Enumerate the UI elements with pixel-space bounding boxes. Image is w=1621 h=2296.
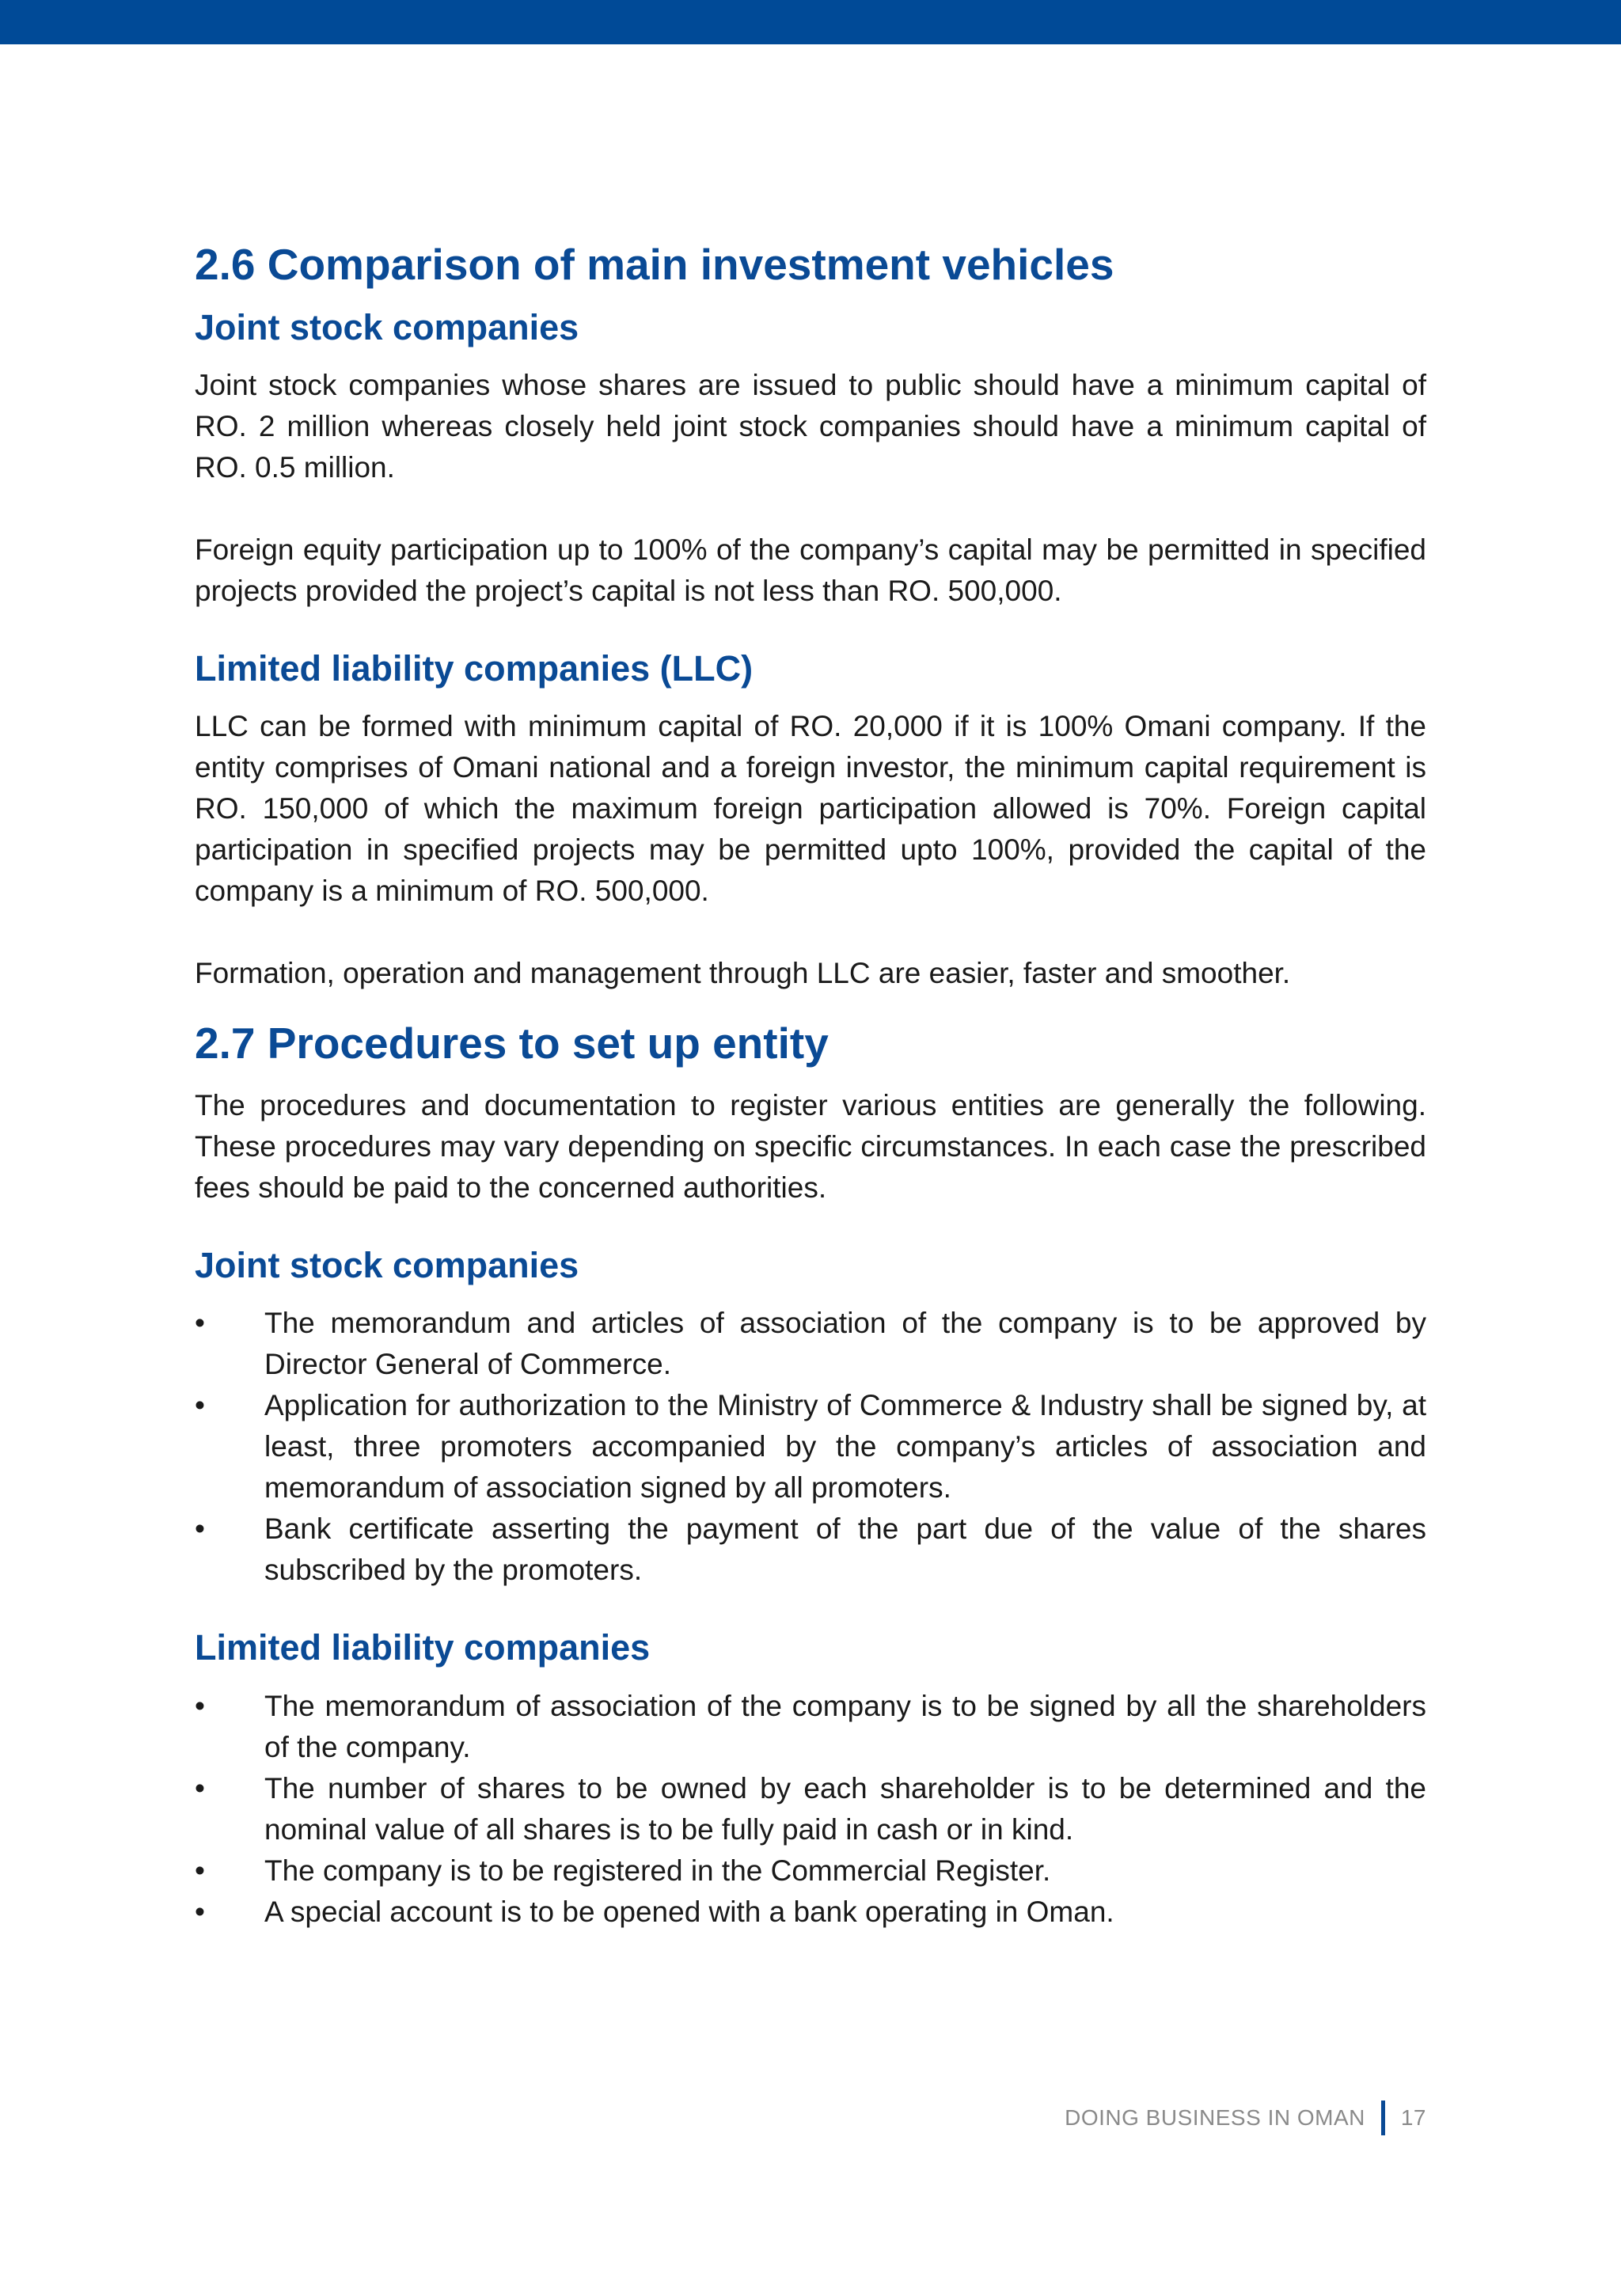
bullet-icon: • xyxy=(195,1895,205,1928)
paragraph-procedures-intro: The procedures and documentation to register various entities are generally the following. These procedures may vary depending on specific circumstances. In each case the prescribed fees should be paid to the concerned authorities. xyxy=(195,1089,1426,1204)
footer-divider xyxy=(1381,2101,1385,2135)
list-item xyxy=(195,1509,1426,1591)
list-item xyxy=(195,1850,1426,1892)
footer-publication-title: DOING BUSINESS IN OMAN xyxy=(1065,2105,1365,2130)
list-item-text: A special account is to be opened with a bank operating in Oman. xyxy=(264,1895,1114,1928)
page-number: 17 xyxy=(1400,2105,1426,2130)
subheading-joint-stock-companies: Joint stock companies xyxy=(195,306,579,347)
list-item-text: The memorandum of association of the company is to be signed by all the shareholders of the company. xyxy=(264,1689,1426,1763)
page-footer xyxy=(1065,2101,1426,2135)
list-item-text: Application for authorization to the Ministry of Commerce & Industry shall be signed by, at least, three promoters accompanied by the company’s articles of association and memorandum of association signed by all promoters. xyxy=(264,1389,1426,1505)
list-item xyxy=(195,1303,1426,1385)
list-item-text: The company is to be registered in the Commercial Register. xyxy=(264,1854,1051,1887)
paragraph-jsc-capital: Joint stock companies whose shares are issued to public should have a minimum capital of RO. 2 million whereas closely held joint stock companies should have a minimum capital of RO. 0.5 million. xyxy=(195,369,1426,484)
section-title-2-6: 2.6 Comparison of main investment vehicles xyxy=(195,240,1114,289)
subheading-llc-procedures: Limited liability companies xyxy=(195,1627,651,1668)
list-item xyxy=(195,1892,1426,1933)
list-item-text: The number of shares to be owned by each shareholder is to be determined and the nominal value of all shares is to be fully paid in cash or in kind. xyxy=(264,1771,1426,1846)
list-item xyxy=(195,1686,1426,1768)
bullet-icon: • xyxy=(195,1389,205,1422)
paragraph-llc-formation: Formation, operation and management through LLC are easier, faster and smoother. xyxy=(195,957,1291,990)
paragraph-llc-capital: LLC can be formed with minimum capital of RO. 20,000 if it is 100% Omani company. If the entity comprises of Omani national and a foreign investor, the minimum capital requirement is RO. 150,000 of which the maximum foreign participation allowed is 70%. Foreign capital participation in specified projects may be permitted upto 100%, provided the capital of the company is a minimum of RO. 500,000. xyxy=(195,710,1426,908)
list-item-text: The memorandum and articles of association of the company is to be approved by Director General of Commerce. xyxy=(264,1307,1426,1381)
paragraph-jsc-foreign-equity: Foreign equity participation up to 100% of the company’s capital may be permitted in specified projects provided the project’s capital is not less than RO. 500,000. xyxy=(195,533,1426,607)
subheading-llc: Limited liability companies (LLC) xyxy=(195,648,754,689)
section-title-2-7: 2.7 Procedures to set up entity xyxy=(195,1019,829,1068)
header-bar xyxy=(0,0,1621,44)
bullet-icon: • xyxy=(195,1771,205,1805)
bullet-icon: • xyxy=(195,1854,205,1887)
page-content xyxy=(195,237,1426,1933)
list-item xyxy=(195,1768,1426,1850)
llc-procedures-list xyxy=(195,1686,1426,1933)
bullet-icon: • xyxy=(195,1512,205,1546)
bullet-icon: • xyxy=(195,1689,205,1722)
bullet-icon: • xyxy=(195,1307,205,1340)
subheading-joint-stock-companies-procedures: Joint stock companies xyxy=(195,1245,579,1285)
jsc-procedures-list xyxy=(195,1303,1426,1591)
list-item xyxy=(195,1385,1426,1509)
list-item-text: Bank certificate asserting the payment of the part due of the value of the shares subscribed by the promoters. xyxy=(264,1512,1426,1587)
